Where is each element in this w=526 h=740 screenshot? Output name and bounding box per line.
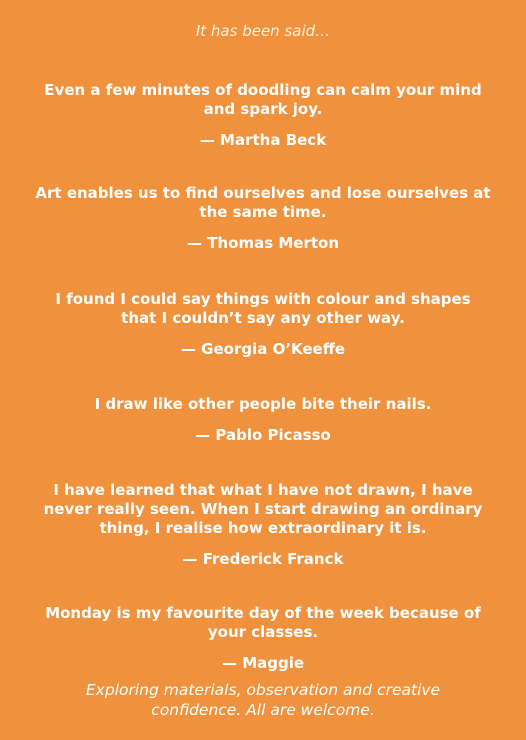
quote-line: Even a few minutes of doodling can calm your mind: [44, 81, 482, 99]
quote-author: — Martha Beck: [199, 131, 327, 149]
quote-author: — Georgia O’Keeffe: [180, 340, 346, 358]
quote-block-1: [0, 81, 526, 150]
quote-author: — Maggie: [221, 654, 305, 672]
quote-block-3: [0, 290, 526, 359]
quote-text: [28, 184, 498, 222]
quote-text: [28, 81, 498, 119]
quote-line: thing, I realise how extraordinary it is.: [99, 519, 427, 537]
quote-block-6: [0, 604, 526, 673]
outro-line: Exploring materials, observation and creative: [85, 681, 441, 699]
quote-line: your classes.: [207, 623, 319, 641]
outro-line: confidence. All are welcome.: [151, 701, 375, 719]
quote-author: — Frederick Franck: [182, 550, 344, 568]
quote-text: [28, 395, 498, 414]
quote-block-4: [0, 395, 526, 445]
quote-line: Monday is my favourite day of the week because of: [45, 604, 481, 622]
quote-author: — Thomas Merton: [187, 234, 339, 252]
outro-text: [0, 680, 526, 720]
quote-block-2: [0, 184, 526, 253]
intro-text: It has been said…: [195, 22, 331, 40]
quote-line: and spark joy.: [203, 100, 323, 118]
quote-block-5: [0, 481, 526, 569]
quote-text: [28, 481, 498, 538]
quote-line: the same time.: [199, 203, 327, 221]
quote-line: that I couldn’t say any other way.: [121, 309, 405, 327]
quote-line: I have learned that what I have not drawn, I have: [53, 481, 473, 499]
quote-line: Art enables us to find ourselves and lose ourselves at: [35, 184, 491, 202]
quote-line: I draw like other people bite their nails.: [94, 395, 432, 413]
quote-text: [28, 604, 498, 642]
quote-line: never really seen. When I start drawing an ordinary: [43, 500, 483, 518]
quote-text: [28, 290, 498, 328]
quote-line: I found I could say things with colour and shapes: [55, 290, 471, 308]
quote-author: — Pablo Picasso: [195, 426, 331, 444]
